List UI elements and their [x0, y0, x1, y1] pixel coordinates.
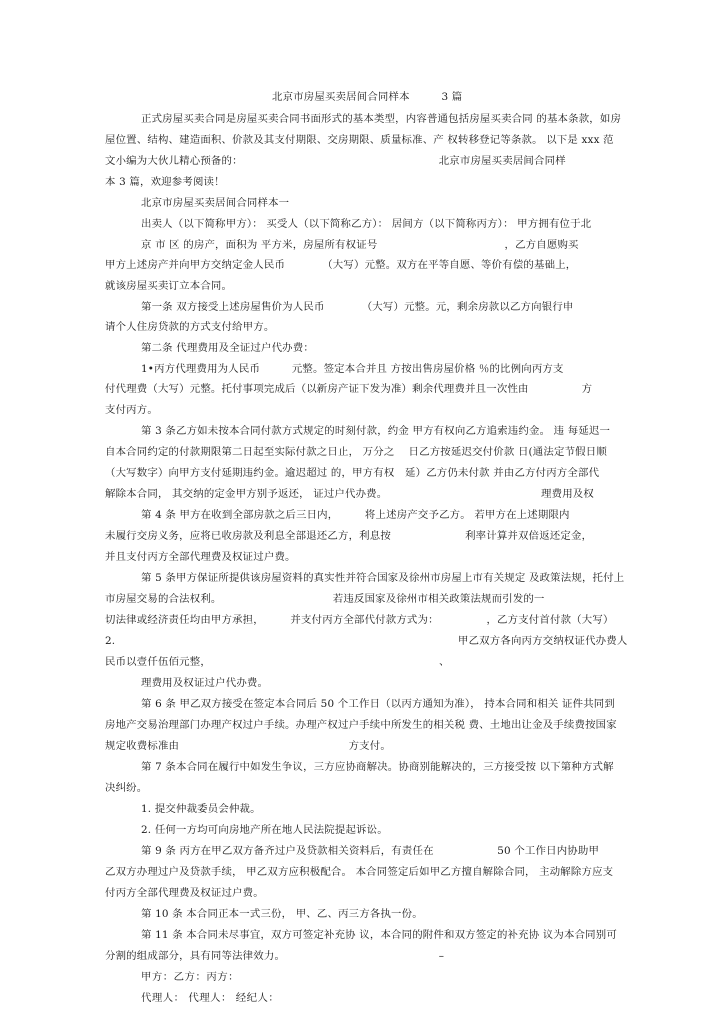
paragraph-line: 市房屋交易的合法权利。 若违反国家及徐州市相关政策法规而引发的一: [105, 593, 545, 605]
signature-parties: 甲方：乙方：丙方：: [141, 971, 240, 983]
paragraph-line: 第一条 双方接受上述房屋售价为人民币 （大写）元整。元，剩余房款以乙方向银行申: [141, 301, 574, 313]
paragraph-line: （大写数字）向甲方支付延期违约金。逾迟超过 的，甲方有权 延）乙方仍未付款 并由乙方付丙方全部代: [105, 467, 600, 479]
paragraph-line: 并且支付丙方全部代理费及权证过户费。: [105, 551, 296, 563]
paragraph-line: 京 市 区 的房产，面积为 平方米，房屋所有权证号 ，乙方自愿购买: [141, 239, 579, 251]
paragraph-line: 第 10 条 本合同正本一式三份， 甲、乙、丙三方各执一份。: [141, 908, 423, 920]
paragraph-line: 甲乙双方各向丙方交纳权证代办费人: [458, 635, 628, 647]
paragraph-line: 房地产交易治理部门办理产权过户手续。办理产权过户手续中所发生的相关税 费、土地出让金及手续费按国家: [105, 719, 617, 731]
section-heading: 北京市房屋买卖居间合同样本一: [141, 197, 290, 209]
paragraph-line: 民币以壹仟伍佰元整，: [105, 656, 211, 668]
paragraph-line: 理费用及权证过户代办费。: [141, 677, 269, 689]
paragraph-line: 解除本合同， 其交纳的定金甲方别予返还， 证过户代办费。 理费用及权: [105, 488, 594, 500]
paragraph-line: 乙双方办理过户及贷款手续， 甲乙双方应积极配合。 本合同签定后如甲乙方擅自解除合同， 主动解除方应支: [105, 866, 614, 878]
paragraph-line: 第 7 条本合同在履行中如发生争议，三方应协商解决。协商别能解决的，三方接受按 以下第种方式解: [141, 761, 614, 773]
paragraph-line: 就该房屋买卖订立本合同。: [105, 280, 233, 292]
paragraph-line: 、: [439, 656, 450, 668]
paragraph-line: 支付丙方。: [105, 404, 158, 416]
paragraph-line: 分割的组成部分，具有同等法律效力。 –: [105, 950, 445, 962]
paragraph-line: 第 6 条 甲乙双方接受在签定本合同后 50 个工作日（以丙方通知为准）， 持本合同和相关 证件共同到: [141, 698, 615, 710]
list-item: 2. 任何一方均可向房地产所在地人民法院提起诉讼。: [141, 824, 388, 836]
paragraph-line: 请个人住房贷款的方式支付给甲方。: [105, 321, 275, 333]
signature-agents: 代理人： 代理人： 经纪人：: [141, 992, 280, 1004]
paragraph-line: 付丙方全部代理费及权证过户费。: [105, 887, 264, 899]
paragraph-line: 第 9 条 丙方在甲乙双方备齐过户及贷款相关资料后，有责任在 50 个工作日内协助甲: [141, 845, 600, 857]
paragraph-line: 本 3 篇，欢迎参考阅读！: [105, 176, 225, 188]
paragraph-line: 2.: [105, 635, 116, 647]
paragraph-line: 第 4 条 甲方在收到全部房款之后三日内， 将上述房产交予乙方。 若甲方在上述期限内: [141, 509, 570, 521]
paragraph-line: 文小编为大伙儿精心预备的： 北京市房屋买卖居间合同样: [105, 155, 566, 167]
paragraph-line: 自本合同约定的付款期限第二日起至实际付款之日止， 万分之 日乙方按延迟交付价款 日(通法定节假日顺: [105, 446, 607, 458]
paragraph-line: 出卖人（以下简称甲方）： 买受人（以下简称乙方）： 居间方（以下简称丙方）： 甲方拥有位于北: [141, 218, 592, 230]
paragraph-line: 第二条 代理费用及全证过户代办费：: [141, 342, 314, 354]
paragraph-line: 第 11 条 本合同未尽事宜，双方可签定补充协 议，本合同的附件和双方签定的补充协 议为本合同别可: [141, 929, 617, 941]
paragraph-line: 规定收费标准由 方支付。: [105, 740, 391, 752]
paragraph-line: 决纠纷。: [105, 782, 148, 794]
paragraph-line: 正式房屋买卖合同是房屋买卖合同书面形式的基本类型，内容普通包括房屋买卖合同 的基本条款，如房: [141, 113, 622, 125]
paragraph-line: 未履行交房义务，应将已收房款及利息全部退还乙方，利息按 利率计算并双倍返还定金，: [105, 530, 593, 542]
paragraph-line: 切法律或经济责任均由甲方承担， 并支付丙方全部代付款方式为： ，乙方支付首付款（大写）: [105, 614, 614, 626]
paragraph-line: 第 3 条乙方如未按本合同付款方式规定的时刻付款，约金 甲方有权向乙方追索违约金。 违 每延迟一: [141, 425, 611, 437]
paragraph-line: 付代理费（大写）元整。托付事项完成后（以新房产证下发为准）剩余代理费并且一次性由 方: [105, 383, 593, 395]
paragraph-line: 1•丙方代理费用为人民币 元整。签定本合并且 方按出售房屋价格 ％的比例向丙方支: [141, 363, 564, 375]
paragraph-line: 屋位置、结构、建造面积、价款及其支付期限、交房期限、质量标准、产 权转移登记等条款。 以下是 xxx 范: [105, 134, 614, 146]
paragraph-line: 第 5 条甲方保证所提供该房屋资料的真实性并符合国家及徐州市房屋上市有关规定 及政策法规，托付上: [141, 572, 625, 584]
document-title: 北京市房屋买卖居间合同样本 3 篇: [272, 91, 463, 103]
paragraph-line: 甲方上述房产并向甲方交纳定金人民币 （大写）元整。双方在平等自愿、等价有偿的基础上，: [105, 259, 577, 271]
list-item: 1. 提交仲裁委员会仲裁。: [141, 803, 261, 815]
